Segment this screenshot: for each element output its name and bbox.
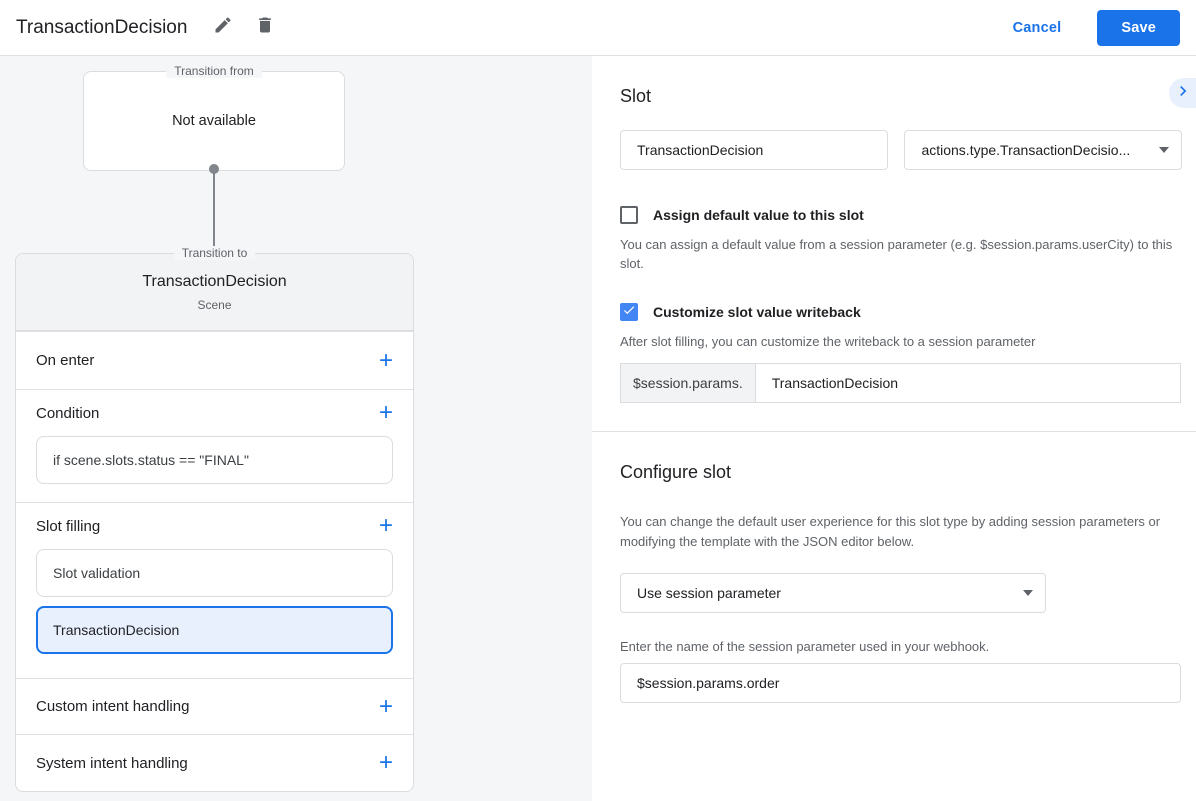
dropdown-arrow-icon <box>1159 147 1169 153</box>
writeback-label: Customize slot value writeback <box>653 304 861 320</box>
trash-icon <box>255 15 275 40</box>
writeback-description: After slot filling, you can customize the writeback to a session parameter <box>620 334 1036 349</box>
page-title: TransactionDecision <box>16 16 188 38</box>
slot-name-input[interactable]: TransactionDecision <box>620 130 888 170</box>
slot-details-panel <box>592 56 1196 801</box>
assign-default-checkbox[interactable] <box>620 206 638 224</box>
condition-item[interactable]: if scene.slots.status == "FINAL" <box>36 436 393 484</box>
transition-from-box <box>83 64 345 171</box>
writeback-prefix: $session.params. <box>621 364 756 402</box>
scene-name: TransactionDecision <box>142 272 287 290</box>
add-custom-intent-icon[interactable]: + <box>378 692 393 720</box>
slot-filling-label: Slot filling <box>36 517 101 535</box>
add-on-enter-icon[interactable]: + <box>378 346 393 374</box>
assign-default-row <box>620 206 1182 224</box>
scene-type: Scene <box>197 297 232 312</box>
on-enter-label: On enter <box>36 352 95 369</box>
assign-default-label: Assign default value to this slot <box>653 207 864 223</box>
chevron-right-icon <box>1173 81 1193 106</box>
slot-config-value: Use session parameter <box>637 585 781 601</box>
webhook-parameter-input[interactable]: $session.params.order <box>620 663 1181 703</box>
on-enter-row[interactable] <box>16 331 413 389</box>
writeback-input[interactable]: TransactionDecision <box>771 375 899 391</box>
slot-item-validation[interactable]: Slot validation <box>36 549 393 597</box>
transition-from-label: Transition from <box>166 64 262 78</box>
condition-label: Condition <box>36 404 100 422</box>
save-button[interactable]: Save <box>1097 10 1180 46</box>
system-intent-row[interactable] <box>16 734 413 791</box>
condition-section <box>16 389 413 502</box>
flow-panel <box>0 56 592 801</box>
custom-intent-label: Custom intent handling <box>36 698 190 715</box>
assign-default-description: You can assign a default value from a session parameter (e.g. $session.params.userCity) to this slot. <box>620 237 1173 271</box>
system-intent-label: System intent handling <box>36 754 188 772</box>
add-system-intent-icon[interactable]: + <box>378 749 393 776</box>
transition-to-card <box>15 246 414 792</box>
edit-button[interactable] <box>211 16 235 40</box>
slot-section-title: Slot <box>620 86 652 106</box>
add-condition-icon[interactable]: + <box>378 399 393 426</box>
configure-slot-title: Configure slot <box>620 462 732 482</box>
custom-intent-row[interactable] <box>16 678 413 734</box>
dropdown-arrow-icon <box>1023 590 1033 596</box>
configure-slot-description: You can change the default user experience for this slot type by adding session parameters or modifying the template with the JSON editor below. <box>620 514 1161 549</box>
delete-button[interactable] <box>253 16 277 40</box>
slot-item-transaction-decision[interactable]: TransactionDecision <box>36 606 393 654</box>
writeback-row <box>620 303 1182 321</box>
writeback-checkbox[interactable] <box>620 303 638 321</box>
writeback-input-group <box>620 363 1181 403</box>
slot-filling-section <box>16 502 413 678</box>
checkmark-icon <box>622 303 636 322</box>
transition-from-value: Not available <box>172 113 256 129</box>
slot-type-select[interactable] <box>904 130 1182 170</box>
slot-config-select[interactable] <box>620 573 1046 613</box>
pencil-icon <box>213 15 233 40</box>
add-slot-icon[interactable]: + <box>378 512 393 539</box>
slot-type-value: actions.type.TransactionDecisio... <box>921 142 1131 158</box>
scene-header <box>16 254 413 331</box>
webhook-hint: Enter the name of the session parameter used in your webhook. <box>620 639 990 654</box>
collapse-panel-button[interactable] <box>1169 78 1196 108</box>
header <box>0 0 1196 56</box>
cancel-button[interactable]: Cancel <box>1012 19 1062 36</box>
transition-to-label: Transition to <box>174 246 256 260</box>
